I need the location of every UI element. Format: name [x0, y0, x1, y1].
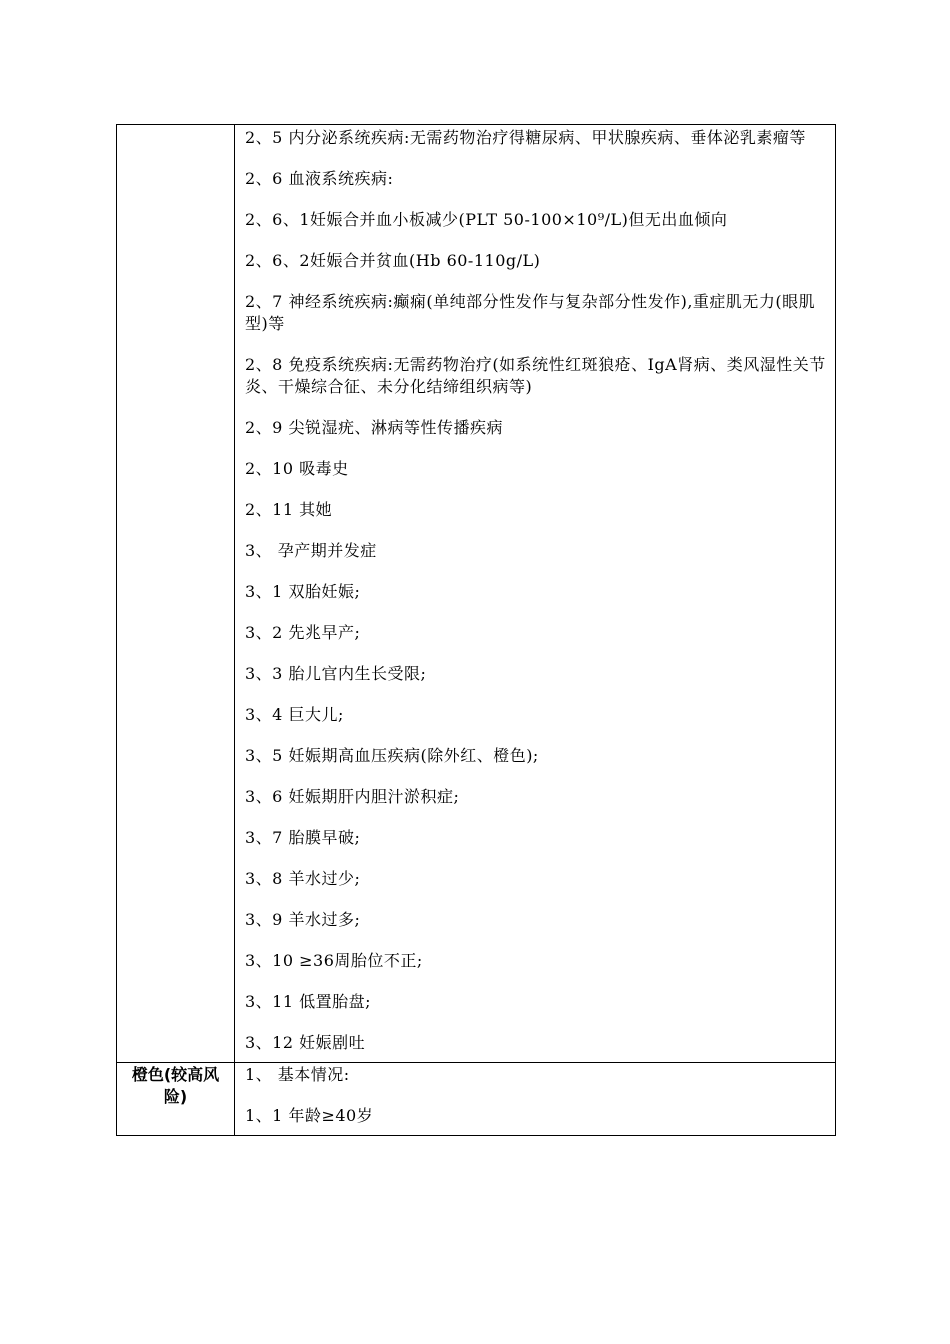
- category-cell: [117, 1063, 235, 1136]
- list-item: 3、4 巨大儿;: [245, 705, 344, 724]
- content-cell: [235, 125, 836, 1063]
- category-label: 橙色(较高风险): [131, 1065, 220, 1106]
- risk-table: [116, 124, 836, 1136]
- list-item: 2、9 尖锐湿疣、淋病等性传播疾病: [245, 418, 503, 437]
- content-lines: [235, 1063, 835, 1127]
- content-cell: [235, 1063, 836, 1136]
- list-item: 3、11 低置胎盘;: [245, 992, 372, 1011]
- list-item: 3、 孕产期并发症: [245, 541, 377, 560]
- list-item: 2、11 其她: [245, 500, 333, 519]
- list-item: 3、5 妊娠期高血压疾病(除外红、橙色);: [245, 746, 539, 765]
- list-item: 3、1 双胎妊娠;: [245, 582, 361, 601]
- list-item: 1、1 年龄≥40岁: [245, 1106, 374, 1125]
- list-item: 1、 基本情况:: [245, 1065, 350, 1084]
- list-item: 2、6 血液系统疾病:: [245, 169, 394, 188]
- list-item: 3、10 ≥36周胎位不正;: [245, 951, 423, 970]
- list-item: 3、6 妊娠期肝内胆汁淤积症;: [245, 787, 460, 806]
- category-label: [117, 125, 234, 126]
- list-item: 3、2 先兆早产;: [245, 623, 361, 642]
- list-item: 2、10 吸毒史: [245, 459, 349, 478]
- list-item: 3、8 羊水过少;: [245, 869, 361, 888]
- list-item: 2、7 神经系统疾病:癫痫(单纯部分性发作与复杂部分性发作),重症肌无力(眼肌型)等: [245, 292, 816, 333]
- list-item: 2、6、2妊娠合并贫血(Hb 60-110g/L): [245, 251, 541, 270]
- content-lines: [235, 125, 835, 1054]
- list-item: 3、7 胎膜早破;: [245, 828, 361, 847]
- list-item: 2、5 内分泌系统疾病:无需药物治疗得糖尿病、甲状腺疾病、垂体泌乳素瘤等: [245, 128, 806, 147]
- list-item: 3、9 羊水过多;: [245, 910, 361, 929]
- table-row: [117, 1063, 836, 1136]
- list-item: 3、3 胎儿官内生长受限;: [245, 664, 427, 683]
- list-item: 3、12 妊娠剧吐: [245, 1033, 366, 1052]
- list-item: 2、6、1妊娠合并血小板减少(PLT 50-100×10⁹/L)但无出血倾向: [245, 210, 728, 229]
- table-row: [117, 125, 836, 1063]
- category-cell: [117, 125, 235, 1063]
- list-item: 2、8 免疫系统疾病:无需药物治疗(如系统性红斑狼疮、IgA肾病、类风湿性关节炎、干燥综合征、未分化结缔组织病等): [245, 355, 826, 396]
